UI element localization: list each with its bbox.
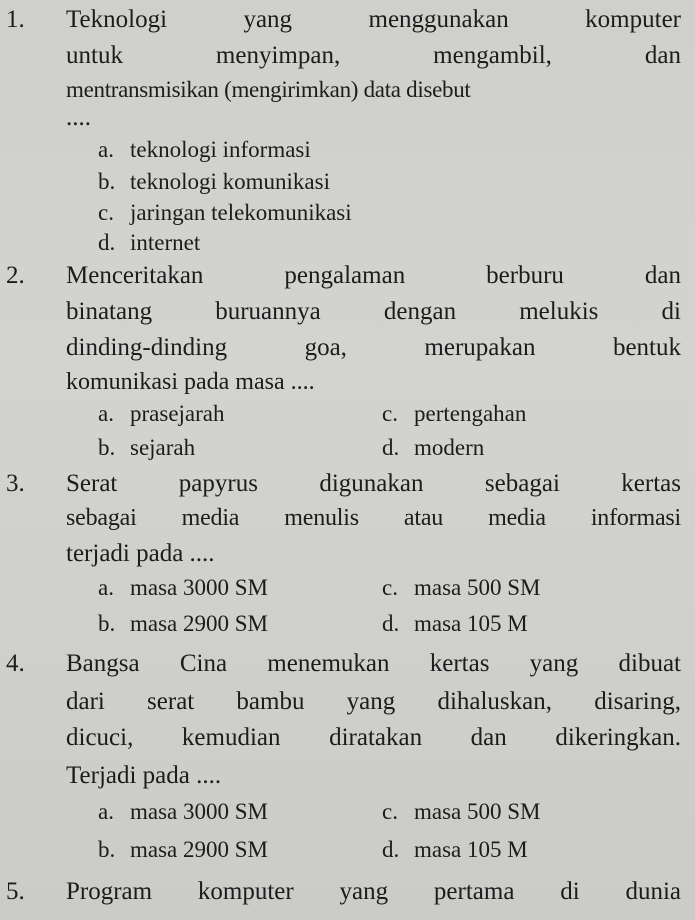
question-text-line: Serat papyrus digunakan sebagai kertas bbox=[66, 470, 681, 497]
question-number: 2. bbox=[6, 262, 25, 289]
option-c[interactable]: c. masa 500 SM bbox=[382, 799, 541, 824]
option-b[interactable]: b. masa 2900 SM bbox=[98, 611, 268, 636]
option-d[interactable]: d. modern bbox=[382, 435, 485, 460]
question-number: 1. bbox=[6, 6, 25, 33]
question-text-line: Terjadi pada .... bbox=[66, 762, 222, 789]
option-a[interactable]: a. teknologi informasi bbox=[98, 137, 311, 162]
question-text-line: binatang buruannya dengan melukis di bbox=[66, 298, 681, 325]
question-text-line: mentransmisikan (mengirimkan) data disebut bbox=[66, 77, 471, 102]
question-number: 4. bbox=[6, 650, 25, 677]
question-text-line: Program komputer yang pertama di dunia bbox=[66, 878, 681, 905]
question-text-line: .... bbox=[66, 104, 91, 131]
option-a[interactable]: a. masa 3000 SM bbox=[98, 799, 268, 824]
question-text-line: dicuci, kemudian diratakan dan dikeringkan. bbox=[66, 724, 681, 751]
question-text-line: sebagai media menulis atau media informasi bbox=[66, 505, 681, 531]
question-text-line: dari serat bambu yang dihaluskan, disaring, bbox=[66, 688, 681, 715]
option-c[interactable]: c. jaringan telekomunikasi bbox=[98, 200, 352, 225]
question-text-line: untuk menyimpan, mengambil, dan bbox=[66, 42, 681, 69]
option-d[interactable]: d. masa 105 M bbox=[382, 611, 528, 636]
question-text-line: komunikasi pada masa .... bbox=[66, 369, 315, 395]
option-b[interactable]: b. masa 2900 SM bbox=[98, 837, 268, 862]
option-d[interactable]: d. masa 105 M bbox=[382, 837, 528, 862]
question-text-line: Bangsa Cina menemukan kertas yang dibuat bbox=[66, 650, 681, 677]
option-b[interactable]: b. sejarah bbox=[98, 435, 196, 460]
question-text-line: dinding-dinding goa, merupakan bentuk bbox=[66, 334, 681, 361]
option-a[interactable]: a. prasejarah bbox=[98, 401, 225, 426]
option-c[interactable]: c. pertengahan bbox=[382, 401, 527, 426]
question-number: 3. bbox=[6, 470, 25, 497]
option-a[interactable]: a. masa 3000 SM bbox=[98, 575, 268, 600]
question-number: 5. bbox=[6, 878, 25, 905]
question-text-line: terjadi pada .... bbox=[66, 540, 215, 567]
question-text-line: Teknologi yang menggunakan komputer bbox=[66, 6, 681, 33]
question-text-line: Menceritakan pengalaman berburu dan bbox=[66, 262, 681, 289]
option-c[interactable]: c. masa 500 SM bbox=[382, 575, 541, 600]
option-d[interactable]: d. internet bbox=[98, 230, 201, 255]
option-b[interactable]: b. teknologi komunikasi bbox=[98, 169, 330, 194]
